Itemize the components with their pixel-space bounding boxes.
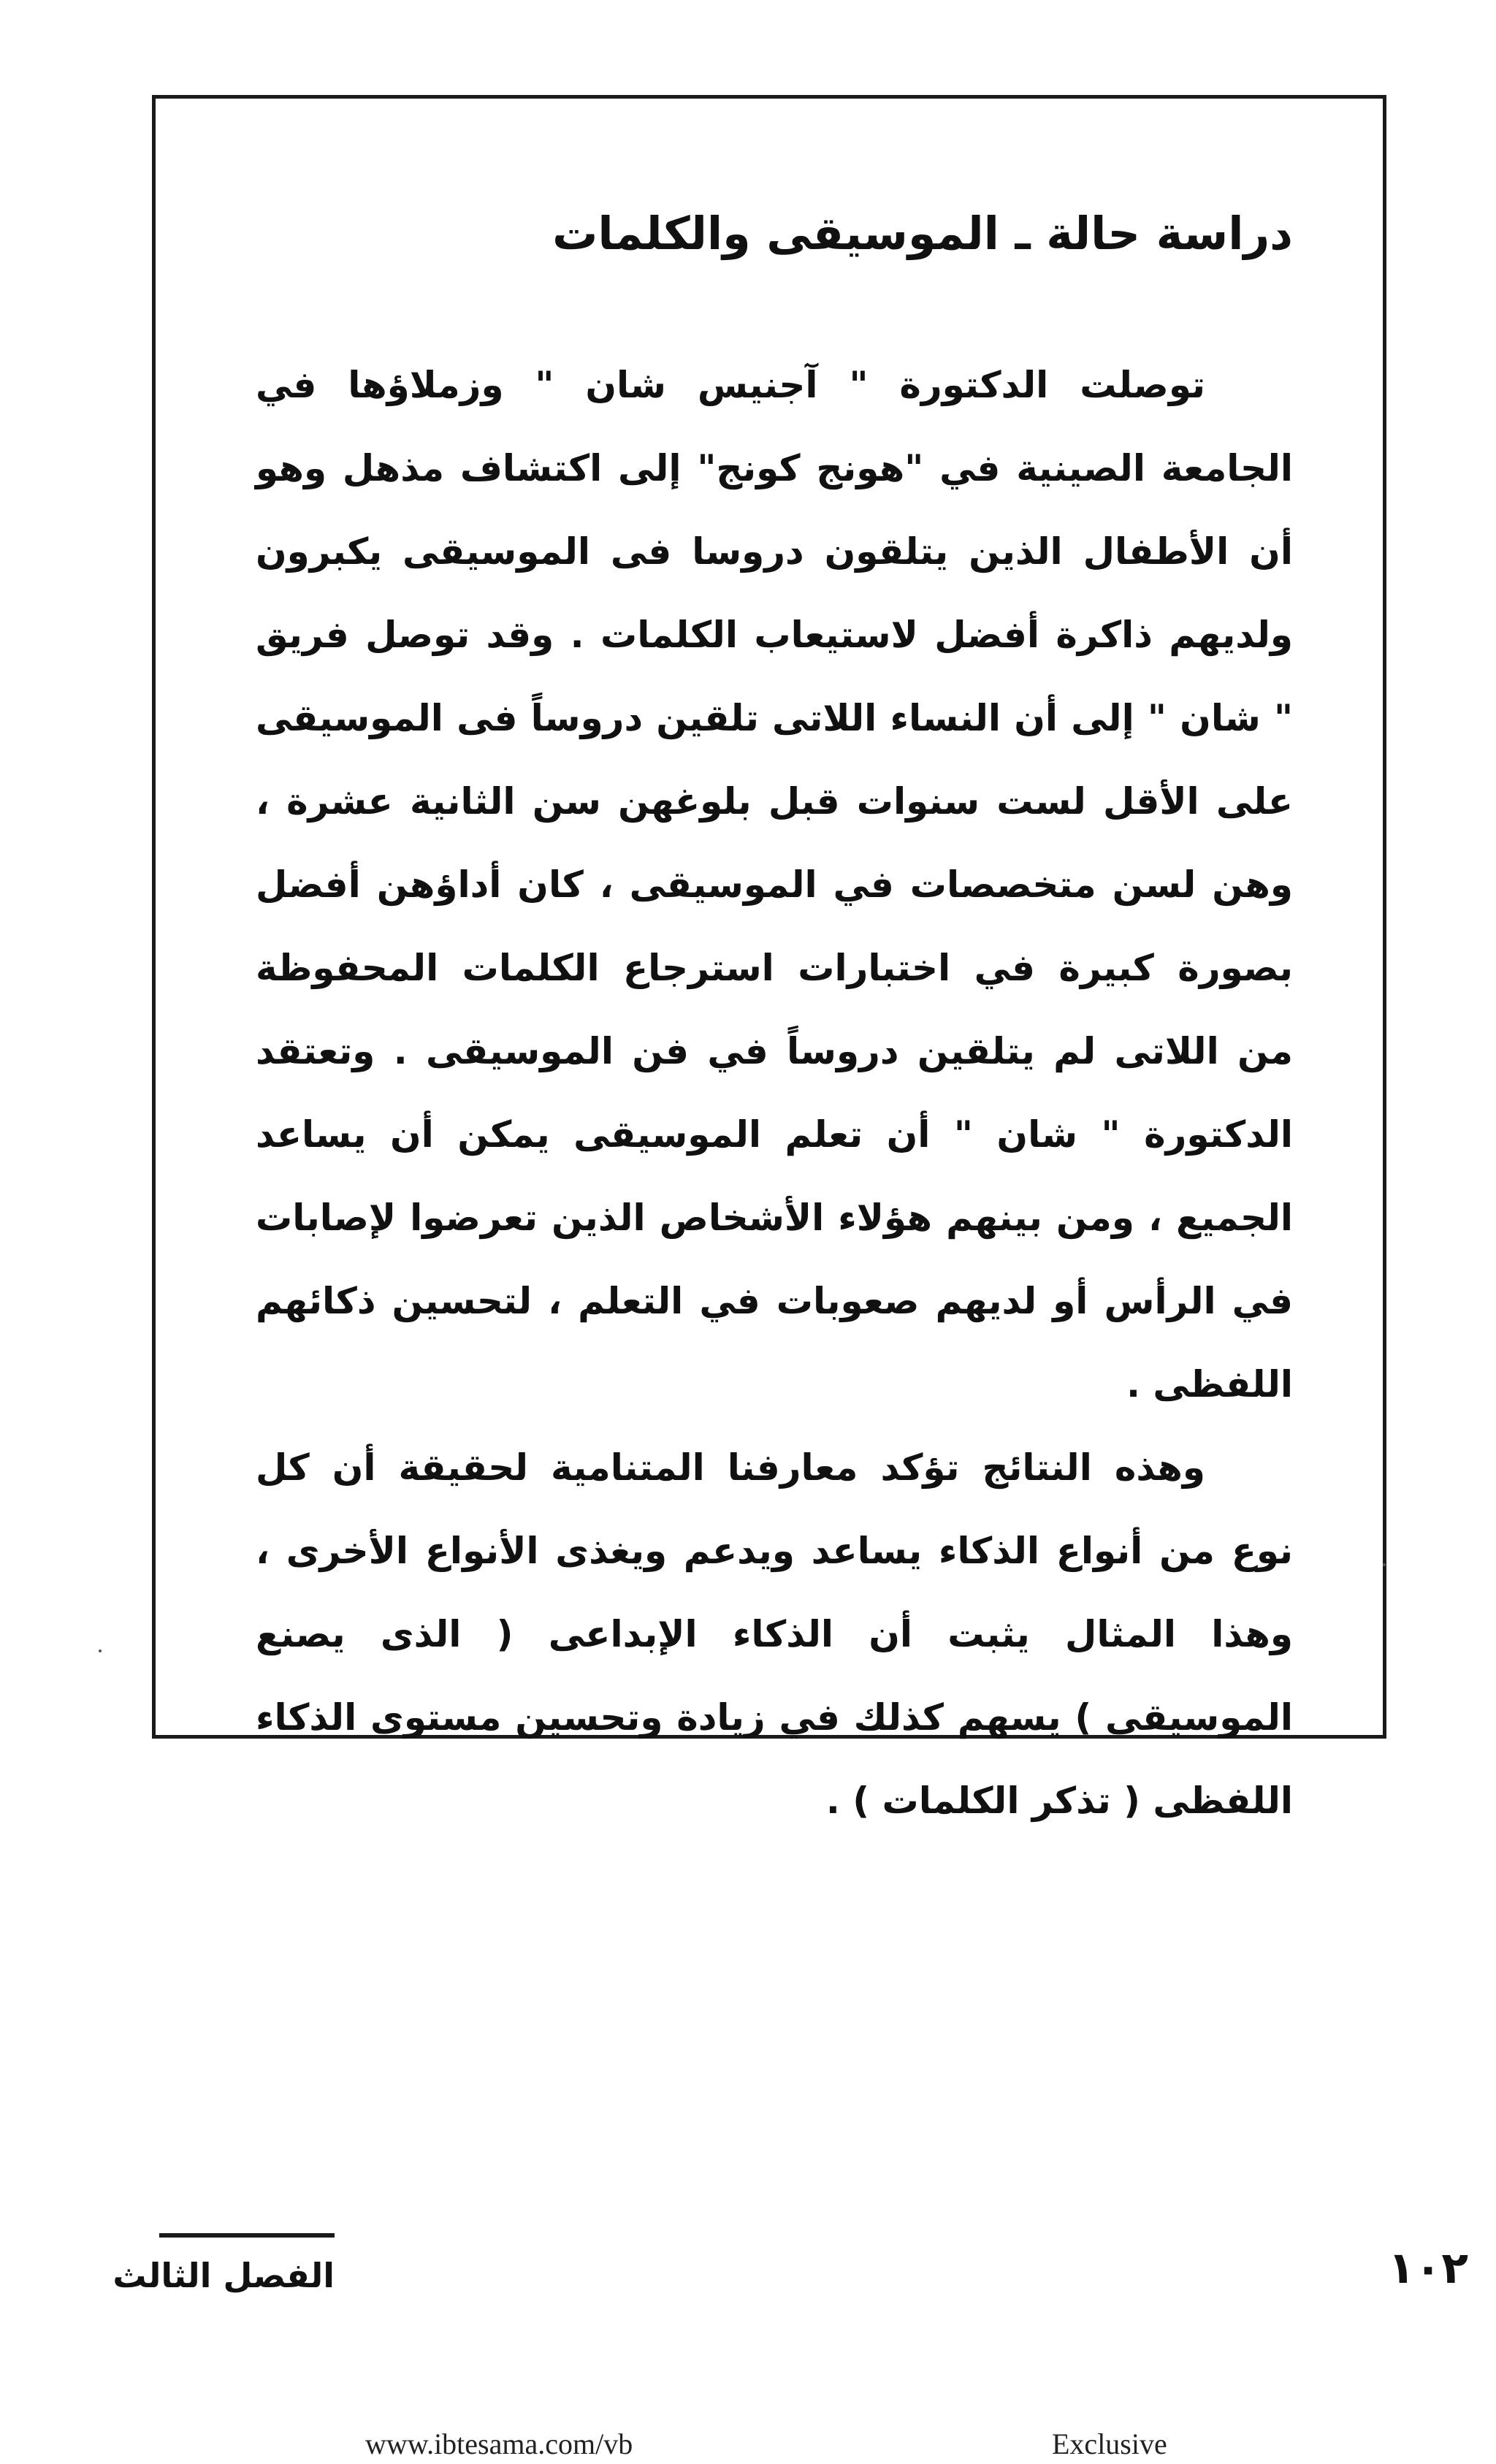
case-study-title: دراسة حالة ـ الموسيقى والكلمات xyxy=(552,207,1293,260)
scan-speck xyxy=(1383,1563,1386,1566)
chapter-label: الفصل الثالث xyxy=(112,2256,335,2295)
watermark-url: www.ibtesama.com/vb xyxy=(365,2427,633,2460)
case-study-content xyxy=(256,197,1293,1842)
running-footer xyxy=(112,2246,335,2305)
page-number: ١٠٢ xyxy=(1388,2243,1468,2294)
case-study-paragraph-1: توصلت الدكتورة " آجنيس شان " وزملاؤها في الجامعة الصينية في "هونج كونج" إلى اكتشاف مذهل وهو أن الأطفال الذين يتلقون دروسا فى الموسيقى يكبرون ولديهم ذاكرة أفضل لاستيعاب الكلمات . وقد توصل فريق " شان " إلى أن النساء اللاتى تلقين دروساً فى الموسيقى على الأقل لست سنوات قبل بلوغهن سن الثانية عشرة ، وهن لسن متخصصات في الموسيقى ، كان أداؤهن أفضل بصورة كبيرة في اختبارات استرجاع الكلمات المحفوظة من اللاتى لم يتلقين دروساً في فن الموسيقى . وتعتقد الدكتورة " شان " أن تعلم الموسيقى يمكن أن يساعد الجميع ، ومن بينهم هؤلاء الأشخاص الذين تعرضوا لإصابات في الرأس أو لديهم صعوبات في التعلم ، لتحسين ذكائهم اللفظى . xyxy=(256,364,1293,1405)
watermark-tag: Exclusive xyxy=(1052,2427,1167,2460)
case-study-paragraph-2: وهذه النتائج تؤكد معارفنا المتنامية لحقيقة أن كل نوع من أنواع الذكاء يساعد ويدعم ويغذى الأنواع الأخرى ، وهذا المثال يثبت أن الذكاء الإبداعى ( الذى يصنع الموسيقى ) يسهم كذلك في زيادة وتحسين مستوى الذكاء اللفظى ( تذكر الكلمات ) . xyxy=(256,1446,1293,1822)
scan-speck xyxy=(99,1649,102,1652)
footer-rule xyxy=(159,2233,335,2238)
